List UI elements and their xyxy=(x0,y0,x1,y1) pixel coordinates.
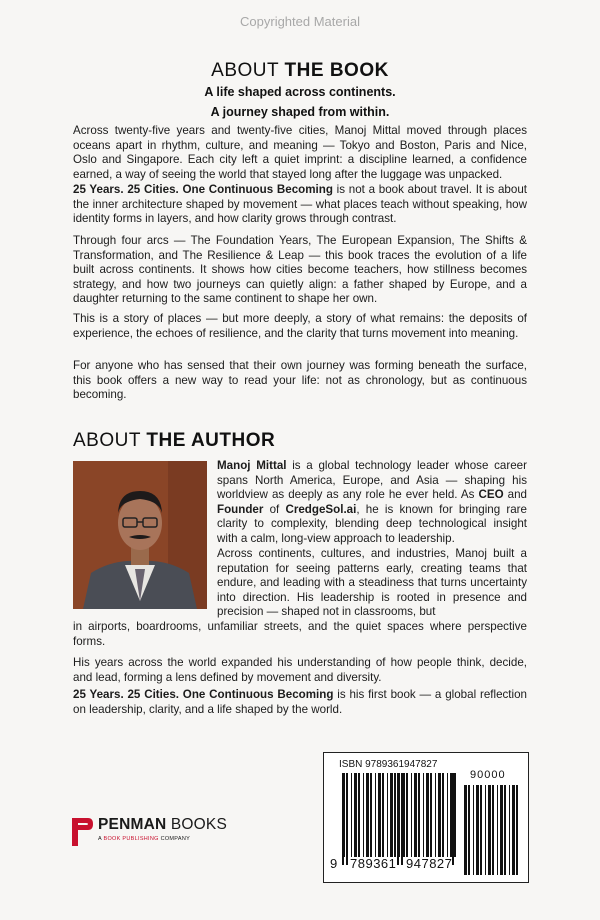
author-paragraph-1-and: and xyxy=(503,488,527,501)
barcode-bar xyxy=(480,785,482,875)
barcode-bar xyxy=(497,785,498,875)
barcode-bar xyxy=(390,773,393,857)
barcode-bar xyxy=(492,785,494,875)
barcode-bar xyxy=(387,773,388,857)
barcode-bar xyxy=(399,773,400,857)
book-tagline-2: A journey shaped from within. xyxy=(210,105,390,119)
barcode-bar xyxy=(366,773,369,857)
barcode-guard-bar xyxy=(401,773,403,865)
barcode-bar xyxy=(473,785,474,875)
barcode-digit-first: 9 xyxy=(330,856,338,871)
author-company: CredgeSol.ai xyxy=(285,502,357,516)
publisher-name xyxy=(98,816,227,834)
barcode-bar xyxy=(500,785,503,875)
about-book-heading-light: ABOUT xyxy=(211,60,285,81)
barcode-guard-bar xyxy=(342,773,344,865)
barcode-digit-group-2: 947827 xyxy=(406,856,453,871)
book-tagline-1: A life shaped across continents. xyxy=(204,85,396,99)
barcode-digit-group-1: 789361 xyxy=(350,856,397,871)
publisher-subtitle xyxy=(98,836,190,842)
book-title-inline: 25 Years. 25 Cities. One Continuous Becoming xyxy=(73,183,333,196)
book-paragraph-2-text: is not a book about travel. It is about the inner architecture shaped by movement — what places teach without speaking, how identity forms in layers, and how clarity grows through contrast. xyxy=(73,183,527,225)
barcode-bar xyxy=(442,773,444,857)
author-role-founder: Founder xyxy=(217,502,264,516)
barcode-bar xyxy=(370,773,372,857)
barcode-bar xyxy=(509,785,510,875)
book-paragraph-5: For anyone who has sensed that their own journey was forming beneath the surface, this book offers a new way to read your life: not as chronology, but as continuous becoming. xyxy=(73,359,527,401)
author-paragraph-4-text: is his first book — a global reflection on leadership, clarity, and a life shaped by the world. xyxy=(73,688,528,716)
publisher-subtitle-prefix: A xyxy=(98,836,104,842)
about-book-heading xyxy=(0,60,600,82)
barcode-bar xyxy=(447,773,448,857)
isbn-label: ISBN 9789361947827 xyxy=(339,759,438,770)
barcode-bar xyxy=(414,773,417,857)
copyright-watermark: Copyrighted Material xyxy=(240,14,360,29)
author-paragraph-3: His years across the world expanded his understanding of how people think, decide, and lead, forming a lens defined by movement and diversity. xyxy=(73,656,527,684)
barcode-bar xyxy=(423,773,424,857)
barcode-bar xyxy=(378,773,381,857)
barcode-bar xyxy=(485,785,486,875)
barcode-bar xyxy=(394,773,396,857)
barcode-addon-number: 90000 xyxy=(470,769,506,781)
barcode-bar xyxy=(468,785,470,875)
barcode-bar xyxy=(512,785,515,875)
publisher-subtitle-highlight: BOOK PUBLISHING xyxy=(103,836,159,842)
barcode-guard-bar xyxy=(452,773,454,865)
book-paragraph-4: This is a story of places — but more deeply, a story of what remains: the deposits of experience, the echoes of resilience, and the clarity that turns movement into meaning. xyxy=(73,312,527,340)
barcode-bar xyxy=(476,785,479,875)
barcode-bar xyxy=(358,773,360,857)
author-paragraph-1-of: of xyxy=(263,502,286,516)
barcode-bar xyxy=(454,773,456,857)
barcode-bar xyxy=(464,785,467,875)
author-name: Manoj Mittal xyxy=(217,459,287,472)
barcode-bar xyxy=(411,773,412,857)
barcode-guard-bar xyxy=(346,773,348,865)
author-book-title-inline: 25 Years. 25 Cities. One Continuous Becoming xyxy=(73,688,334,701)
barcode-bar xyxy=(351,773,352,857)
book-paragraph-1: Across twenty-five years and twenty-five cities, Manoj Mittal moved through places oceans apart in rhythm, culture, and meaning — Tokyo and Boston, Paris and Nice, Oslo and Singapore. Each city left a quiet imprint: a discipline learned, a confidence earned, a way of seeing the world that stayed long after the luggage was unpacked. xyxy=(73,124,527,181)
author-portrait-illustration xyxy=(73,461,207,609)
about-book-heading-bold: THE BOOK xyxy=(284,60,389,81)
barcode-bar xyxy=(354,773,357,857)
isbn-barcode xyxy=(323,752,529,883)
publisher-name-bold: PENMAN xyxy=(98,816,167,833)
author-role-ceo: CEO xyxy=(478,488,504,501)
author-paragraph-4 xyxy=(73,688,527,717)
barcode-bar xyxy=(516,785,518,875)
author-paragraph-2a: Across continents, cultures, and industries, Manoj built a reputation for seeing patterns early, creating teams that endure, and leading with a steadiness that turns uncertainty into direction. His leadership is rooted in presence and precision — shaped not in classrooms, but xyxy=(217,547,527,618)
author-paragraph-1-text-b: , he is known for bringing rare clarity to complexity, blending deep technological insight with a calm, long-view approach to leadership. xyxy=(217,502,527,545)
barcode-bar xyxy=(363,773,364,857)
barcode-bar xyxy=(438,773,441,857)
author-photo xyxy=(73,461,207,609)
book-paragraph-2 xyxy=(73,183,527,227)
barcode-bar xyxy=(418,773,420,857)
publisher-logo xyxy=(70,812,250,852)
author-paragraph-1-text-a: is a global technology leader whose career spans North America, Europe, and Asia — shaping his worldview as deeply as any role he ever held. As xyxy=(217,459,527,501)
barcode-bar xyxy=(426,773,429,857)
publisher-name-light: BOOKS xyxy=(166,816,228,833)
publisher-subtitle-suffix: COMPANY xyxy=(158,836,191,842)
book-paragraph-3: Through four arcs — The Foundation Years, The European Expansion, The Shifts & Transformation, and The Resilience & Leap — this book traces the evolution of a life built across continents. It shows how cities become teachers, how stillness becomes strategy, and how two journeys can quietly align: a father shaped by Europe, and a daughter returning to the same continent to shape her own. xyxy=(73,234,527,305)
barcode-bar xyxy=(430,773,432,857)
about-author-heading-bold: THE AUTHOR xyxy=(146,430,276,451)
barcode-bar xyxy=(382,773,384,857)
about-author-heading xyxy=(73,430,275,452)
barcode-bar xyxy=(435,773,436,857)
author-paragraph-1 xyxy=(217,459,527,546)
about-author-heading-light: ABOUT xyxy=(73,430,147,451)
barcode-bar xyxy=(406,773,408,857)
barcode-bar xyxy=(375,773,376,857)
barcode-bar xyxy=(504,785,506,875)
barcode-bar xyxy=(488,785,491,875)
barcode-guard-bar xyxy=(397,773,399,865)
penman-pen-icon xyxy=(70,816,94,848)
author-paragraph-2b: in airports, boardrooms, unfamiliar streets, and the quiet spaces where perspective forms. xyxy=(73,620,527,648)
